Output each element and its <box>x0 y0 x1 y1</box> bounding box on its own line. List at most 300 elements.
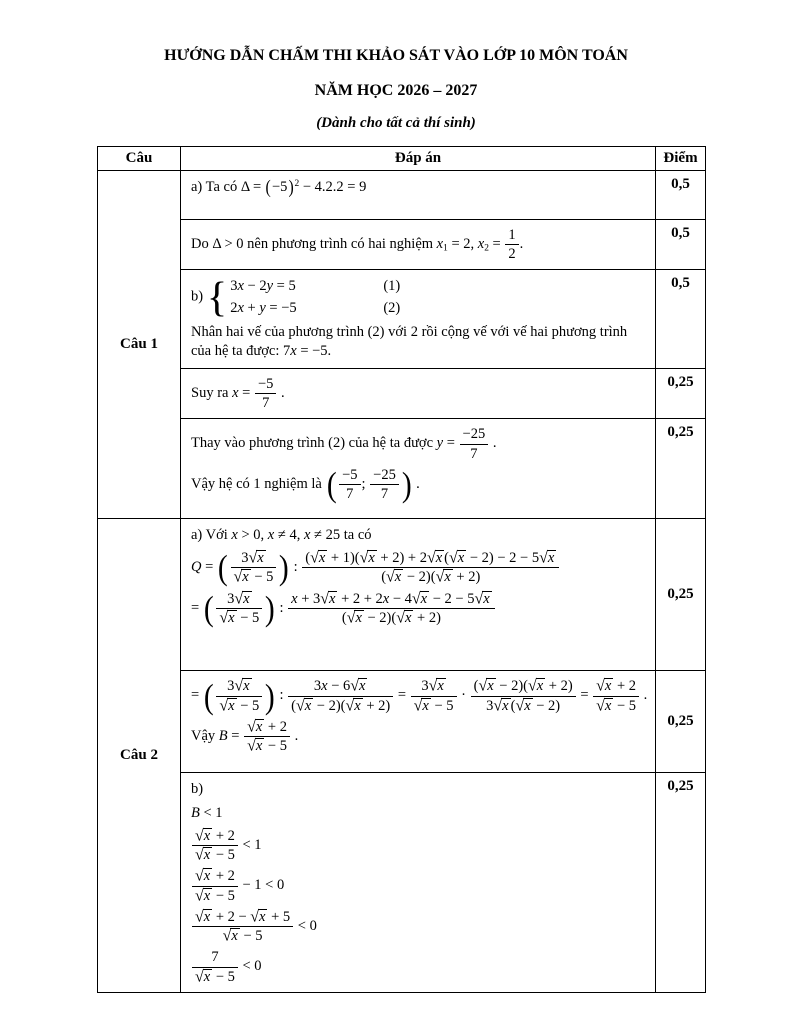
radicand <box>486 678 495 694</box>
math-variable: x <box>237 300 244 317</box>
right-paren: ) <box>265 588 275 628</box>
numerator: x + 3√x + 2 + 2x − 4√x − 2 − 5√x <box>291 589 490 607</box>
score-cell: 0,5 <box>656 171 706 220</box>
radicand <box>318 550 327 566</box>
radicand <box>420 591 429 607</box>
radicand <box>457 550 466 566</box>
radical-icon: √ <box>386 568 395 586</box>
radicand <box>547 550 556 566</box>
radicand <box>436 678 445 694</box>
square-root <box>515 698 532 714</box>
answer-line: = ( $\frac{3√x}{√x - 5}$ ) : $\frac{3x - 6√x}{(√x - 2)(√x + 2)}$ = $\frac{3√x}{√x - 5}$ · $\frac{(√x - 2)(√x + 2)}{3√x (√x - 2)}$ = $\frac{√x + 2}{√x - 5}$ . <box>191 676 648 716</box>
answer-line: = ( $\frac{3√x}{√x - 5}$ ) : $\frac{x + 3√x + 2 + 2x - 4√x - 2 - 5√x}{(√x - 2)(√x + 2)}$ <box>191 591 649 626</box>
radicand <box>604 698 613 714</box>
square-root <box>234 678 251 694</box>
square-root <box>427 550 444 566</box>
table-row <box>98 419 706 519</box>
math-variable: x <box>368 550 375 567</box>
radical-icon: √ <box>195 887 204 905</box>
radical-icon: √ <box>428 677 438 695</box>
answer-line: Suy ra x = $\frac{-5}{7}$ . <box>191 375 285 412</box>
math-variable: x <box>303 527 311 544</box>
table-row <box>98 270 706 368</box>
brace-icon: { <box>206 273 228 321</box>
answer-line: Thay vào phương trình (2) của hệ ta được y = $\frac{-25}{7}$ . <box>191 426 497 462</box>
square-root <box>539 550 556 566</box>
answer-cell <box>181 171 656 220</box>
radical-icon: √ <box>426 549 436 567</box>
score-cell: 0,25 <box>656 368 706 418</box>
radical-icon: √ <box>250 908 260 926</box>
math-variable: x <box>203 908 211 925</box>
radicand <box>394 569 403 585</box>
answer-cell <box>181 419 656 519</box>
radical-icon: √ <box>449 549 458 567</box>
radicand <box>227 698 236 714</box>
denominator: 2 <box>505 244 518 262</box>
radical-icon: √ <box>234 677 244 695</box>
math-variable: x <box>604 678 612 695</box>
math-variable: x <box>291 590 298 607</box>
denominator: 7 <box>255 393 276 411</box>
math-variable: x <box>242 569 249 586</box>
math-variable: y <box>436 435 444 452</box>
fraction <box>255 376 276 411</box>
table-row <box>98 220 706 270</box>
radicand <box>242 678 251 694</box>
radical-icon: √ <box>435 568 445 586</box>
radicand <box>255 719 264 735</box>
radical-icon: √ <box>234 589 244 607</box>
math-variable: x <box>422 697 429 714</box>
math-variable: x <box>536 678 544 695</box>
math-variable: x <box>477 236 485 253</box>
square-root <box>296 698 313 714</box>
question-cell: Câu 1 <box>98 171 181 519</box>
radical-icon: √ <box>195 967 204 985</box>
score-cell: 0,25 <box>656 671 706 773</box>
radicand <box>230 928 239 944</box>
square-root <box>429 678 446 694</box>
fraction <box>505 227 518 262</box>
denominator: (√x − 2)(√x + 2) <box>288 696 393 714</box>
paren-content <box>229 550 279 585</box>
table-header-row <box>98 147 706 171</box>
square-root <box>449 550 466 566</box>
math-variable: x <box>420 590 428 607</box>
math-variable: x <box>354 697 361 714</box>
radicand <box>421 698 430 714</box>
equation-label: (2) <box>383 300 401 317</box>
answer-cell <box>181 519 656 671</box>
radicand <box>304 698 313 714</box>
answer-line: Do Δ > 0 nên phương trình có hai nghiệm $x_1 = 2$, $x_2$ = $\frac{1}{2}$ . <box>191 227 524 263</box>
answer-line: Q = ( $\frac{3√x}{√x - 5}$ ) : $\frac{(√x + 1)(√x + 2) + 2√x (√x - 2) - 2 - 5√x}{(√x - 2)(√x + 2)}$ <box>191 550 649 585</box>
answer-line: b) <box>191 781 204 798</box>
radicand <box>501 698 510 714</box>
math-variable: B <box>191 805 200 822</box>
math-variable: x <box>203 868 211 885</box>
answer-cell <box>181 270 656 368</box>
denominator: √x − 5 <box>244 736 290 754</box>
fraction <box>339 467 360 502</box>
equation-system <box>206 273 401 321</box>
parenthesized-group <box>265 178 295 197</box>
score-cell: 0,25 <box>656 773 706 993</box>
header-cell-score: Điểm <box>656 147 706 171</box>
numerator: 3√x <box>421 677 444 695</box>
denominator: (√x − 2)(√x + 2) <box>288 608 495 626</box>
answer-cell <box>181 368 656 418</box>
square-root <box>396 610 413 626</box>
numerator: √x + 2 <box>247 718 287 736</box>
denominator: 3√x (√x − 2) <box>471 696 576 714</box>
math-variable: y <box>259 300 266 317</box>
square-root <box>195 888 212 904</box>
square-root <box>195 828 212 844</box>
math-variable: x <box>228 697 235 714</box>
answer-line: $\frac{√x + 2}{√x - 5}$ < 1 <box>191 828 649 863</box>
answer-line: Nhân hai vế của phương trình (2) với 2 rồi cộng vế với vế hai phương trình của hệ ta được: 7x = −5. <box>191 324 628 359</box>
math-variable: x <box>259 908 266 925</box>
header-cell-answer: Đáp án <box>181 147 656 171</box>
answer-line: $\frac{7}{√x - 5}$ < 0 <box>191 949 649 984</box>
square-root <box>528 678 545 694</box>
square-root <box>247 738 264 754</box>
numerator: −5 <box>257 375 274 392</box>
numerator: −25 <box>373 466 396 483</box>
square-root <box>320 591 337 607</box>
denominator: √x − 5 <box>593 696 639 714</box>
score-cell: 0,5 <box>656 220 706 270</box>
denominator: √x − 5 <box>192 926 293 944</box>
math-variable: x <box>237 278 244 295</box>
radical-icon: √ <box>527 677 537 695</box>
answer-line: $\frac{√x + 2}{√x - 5}$ − 1 < 0 <box>191 868 649 903</box>
radical-icon: √ <box>222 927 232 945</box>
denominator: √x − 5 <box>216 608 262 626</box>
math-variable: x <box>444 569 451 586</box>
math-variable: x <box>524 697 531 714</box>
math-variable: x <box>228 609 235 626</box>
superscript: 2 <box>294 179 300 189</box>
radicand <box>435 550 444 566</box>
radicand <box>203 847 212 863</box>
square-root <box>346 698 363 714</box>
paren-content: $\frac{-5}{7}$ ; $\frac{-25}{7}$ <box>337 467 401 502</box>
page-title: HƯỚNG DẪN CHẤM THI KHẢO SÁT VÀO LỚP 10 MÔN TOÁN <box>164 47 628 64</box>
radicand <box>203 909 212 925</box>
math-variable: x <box>231 928 238 945</box>
radical-icon: √ <box>474 589 484 607</box>
subscript: 2 <box>484 243 489 254</box>
square-root <box>195 909 212 925</box>
math-variable: x <box>437 678 444 695</box>
system-lines <box>230 277 400 318</box>
square-root <box>596 678 613 694</box>
fraction <box>302 550 559 585</box>
parenthesized-group <box>326 467 413 502</box>
numerator: 7 <box>211 949 219 966</box>
denominator: √x − 5 <box>192 845 238 863</box>
numerator: (√x + 1)(√x + 2) + 2√x (√x − 2) − 2 − 5√x <box>305 549 555 567</box>
radical-icon: √ <box>478 677 488 695</box>
score-cell: 0,25 <box>656 519 706 671</box>
answer-line: a) Với x > 0, x ≠ 4, x ≠ 25 ta có <box>191 527 372 544</box>
radical-icon: √ <box>195 867 204 885</box>
answers-table <box>97 146 706 993</box>
fraction <box>216 678 262 713</box>
square-root <box>195 847 212 863</box>
radical-icon: √ <box>515 696 525 714</box>
numerator: 3√x <box>241 549 264 567</box>
fraction <box>192 828 238 863</box>
square-root <box>219 698 236 714</box>
radical-icon: √ <box>596 677 605 695</box>
radicand <box>256 550 265 566</box>
radical-icon: √ <box>310 549 319 567</box>
square-root <box>310 550 327 566</box>
square-root <box>234 591 251 607</box>
math-variable: x <box>502 697 509 714</box>
denominator: √x − 5 <box>231 567 277 585</box>
math-variable: x <box>290 343 297 359</box>
fraction <box>216 591 262 626</box>
radicand <box>358 678 367 694</box>
numerator: (√x − 2)(√x + 2) <box>473 677 573 695</box>
radical-icon: √ <box>247 737 256 755</box>
math-variable: x <box>203 847 211 864</box>
radical-icon: √ <box>219 696 229 714</box>
left-paren: ( <box>217 548 228 588</box>
parenthesized-group <box>217 548 290 588</box>
answer-cell <box>181 671 656 773</box>
table-row <box>98 519 706 671</box>
radicand <box>354 610 363 626</box>
fraction <box>288 591 495 626</box>
right-paren: ) <box>265 676 275 716</box>
score-cell: 0,5 <box>656 270 706 368</box>
equation-label: (1) <box>383 278 401 295</box>
left-paren: ( <box>203 676 214 716</box>
question-cell: Câu 2 <box>98 519 181 993</box>
radicand <box>523 698 532 714</box>
table-row <box>98 368 706 418</box>
math-variable: x <box>243 590 250 607</box>
radicand <box>353 698 362 714</box>
math-variable: x <box>487 678 494 695</box>
radical-icon: √ <box>396 609 405 627</box>
math-variable: x <box>604 697 612 714</box>
square-root <box>347 610 364 626</box>
radicand <box>404 610 413 626</box>
square-root <box>350 678 367 694</box>
left-paren: ( <box>203 588 214 628</box>
fraction <box>471 678 576 713</box>
radicand <box>258 909 267 925</box>
radicand <box>482 591 491 607</box>
square-root <box>412 591 429 607</box>
radical-icon: √ <box>596 696 605 714</box>
radicand <box>203 888 212 904</box>
fraction <box>231 550 277 585</box>
square-root <box>223 928 240 944</box>
answer-cell <box>181 220 656 270</box>
fraction <box>370 467 399 502</box>
radical-icon: √ <box>320 589 329 607</box>
radical-icon: √ <box>219 609 229 627</box>
radicand <box>536 678 545 694</box>
paren-content: −5 <box>271 179 288 196</box>
square-root <box>478 678 495 694</box>
numerator: √x + 2 <box>596 677 636 695</box>
answer-line: $\frac{√x + 2 - √x + 5}{√x - 5}$ < 0 <box>191 909 649 944</box>
numerator: 1 <box>508 227 516 243</box>
radicand <box>203 828 212 844</box>
square-root <box>474 591 491 607</box>
document-header <box>0 0 792 132</box>
fraction <box>244 719 290 754</box>
math-variable: x <box>267 527 275 544</box>
fraction <box>288 678 393 713</box>
fraction <box>192 909 293 944</box>
fraction <box>411 678 457 713</box>
system-equation: 2x + y = −5 <box>230 300 297 317</box>
math-variable: x <box>304 697 312 714</box>
numerator: −25 <box>462 426 486 443</box>
math-variable: x <box>255 718 263 735</box>
square-root <box>248 550 265 566</box>
paren-content <box>214 591 264 626</box>
denominator: √x − 5 <box>192 967 238 985</box>
numerator: 3√x <box>227 589 250 607</box>
math-variable: x <box>243 678 250 695</box>
score-cell: 0,25 <box>656 419 706 519</box>
paren-content <box>214 678 264 713</box>
numerator: √x + 2 <box>195 827 235 845</box>
fraction <box>593 678 639 713</box>
fraction <box>192 949 238 984</box>
parenthesized-group <box>203 588 276 628</box>
fraction <box>460 426 489 461</box>
table-body <box>98 171 706 993</box>
math-variable: x <box>203 968 211 985</box>
radicand <box>328 591 337 607</box>
math-variable: x <box>394 569 402 586</box>
math-variable: x <box>382 590 390 607</box>
radical-icon: √ <box>345 696 355 714</box>
math-variable: x <box>203 887 211 904</box>
square-root <box>436 569 453 585</box>
radical-icon: √ <box>539 549 548 567</box>
numerator: 3√x <box>227 677 250 695</box>
numerator: √x + 2 − √x + 5 <box>195 908 291 926</box>
table-row <box>98 671 706 773</box>
math-variable: Q <box>191 559 202 576</box>
math-variable: x <box>483 590 490 607</box>
radical-icon: √ <box>195 846 204 864</box>
denominator: 7 <box>370 484 399 502</box>
radicand <box>604 678 613 694</box>
denominator: 7 <box>339 484 360 502</box>
square-root <box>195 969 212 985</box>
table-row <box>98 171 706 220</box>
parenthesized-group <box>203 676 276 716</box>
denominator: √x − 5 <box>411 696 457 714</box>
right-paren: ) <box>279 548 290 588</box>
math-variable: x <box>232 384 239 401</box>
system-equation: 3x − 2y = 5 <box>230 278 296 295</box>
math-variable: x <box>547 550 555 567</box>
radicand <box>367 550 376 566</box>
radical-icon: √ <box>195 908 204 926</box>
radical-icon: √ <box>295 696 305 714</box>
radical-icon: √ <box>233 568 243 586</box>
numerator: 3x − 6√x <box>313 677 366 695</box>
subscript: 1 <box>443 243 448 254</box>
square-root <box>250 909 267 925</box>
radicand <box>241 569 250 585</box>
header-cell-question: Câu <box>98 147 181 171</box>
table-row <box>98 773 706 993</box>
math-variable: x <box>321 678 328 695</box>
square-root <box>386 569 403 585</box>
denominator: √x − 5 <box>192 886 238 904</box>
radicand <box>203 969 212 985</box>
square-root <box>247 719 264 735</box>
answer-line: b) { 3x − 2y = 5 (1) 2x + y = −5 (2) <box>191 273 401 321</box>
radicand <box>255 738 264 754</box>
radicand <box>227 610 236 626</box>
fraction <box>192 868 238 903</box>
answer-line: Vậy hệ có 1 nghiệm là ( $\frac{-5}{7}$ ; $\frac{-25}{7}$ ) . <box>191 465 420 504</box>
square-root <box>360 550 377 566</box>
system-line <box>230 277 400 296</box>
radical-icon: √ <box>195 827 204 845</box>
answer-cell <box>181 773 656 993</box>
numerator: √x + 2 <box>195 867 235 885</box>
right-paren: ) <box>401 465 412 504</box>
radicand <box>203 868 212 884</box>
radical-icon: √ <box>411 589 421 607</box>
radicand <box>443 569 452 585</box>
radical-icon: √ <box>493 696 503 714</box>
math-variable: y <box>266 278 274 295</box>
math-variable: x <box>359 678 366 695</box>
numerator: −5 <box>342 466 358 483</box>
square-root <box>493 698 510 714</box>
math-variable: x <box>203 828 211 844</box>
square-root <box>195 868 212 884</box>
radicand <box>242 591 251 607</box>
denominator: (√x − 2)(√x + 2) <box>302 567 559 585</box>
math-variable: x <box>436 236 444 253</box>
math-variable: B <box>218 727 228 744</box>
denominator: 7 <box>460 444 489 462</box>
math-variable: x <box>255 738 263 755</box>
radical-icon: √ <box>359 549 369 567</box>
math-variable: x <box>231 527 238 544</box>
math-variable: x <box>404 609 412 626</box>
denominator: √x − 5 <box>216 696 262 714</box>
radical-icon: √ <box>350 677 359 695</box>
page-subtitle: NĂM HỌC 2026 – 2027 <box>314 82 478 99</box>
left-paren: ( <box>265 177 271 198</box>
math-variable: x <box>435 550 443 567</box>
math-variable: x <box>355 609 362 626</box>
square-root <box>596 698 613 714</box>
right-paren: ) <box>288 177 295 198</box>
